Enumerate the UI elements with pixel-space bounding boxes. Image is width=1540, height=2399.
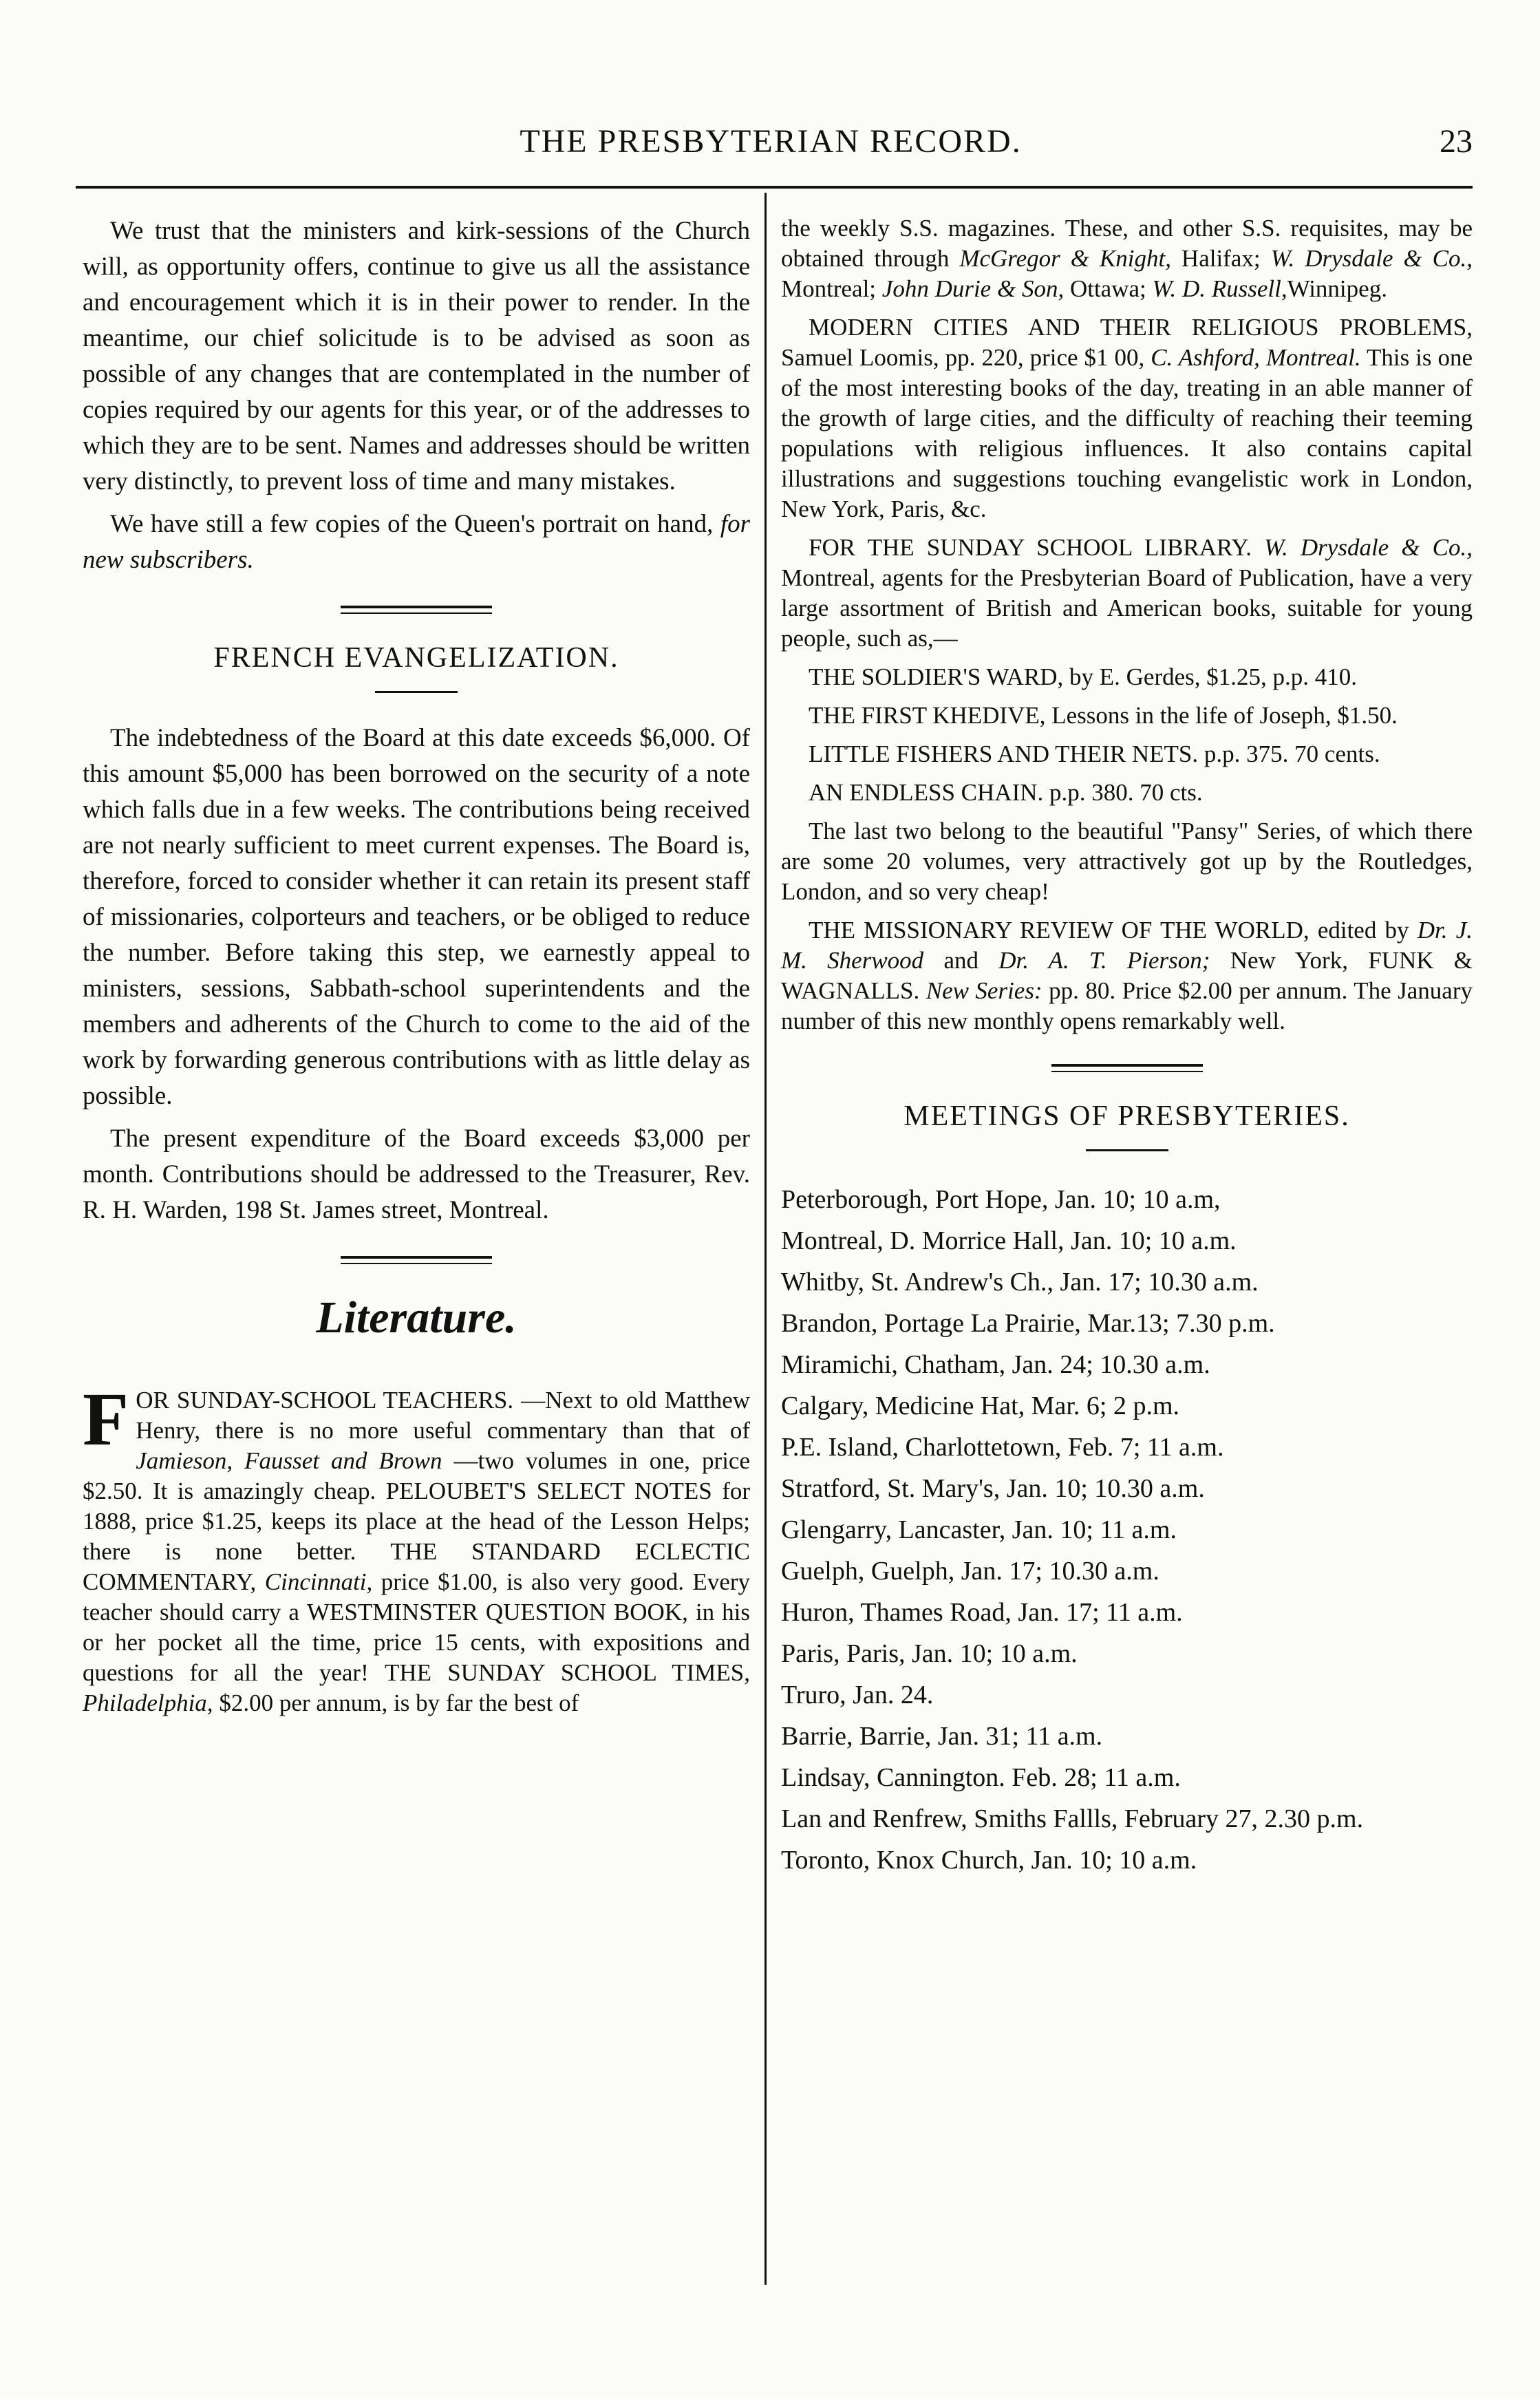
book-title: THE MISSIONARY REVIEW OF THE WORLD, (809, 917, 1309, 943)
book-title: LITTLE FISHERS AND THEIR NETS. (809, 740, 1199, 767)
italic: McGregor & Knight, (959, 245, 1171, 272)
italic: W. Drysdale & Co., (1270, 245, 1473, 272)
literature-paragraph (83, 1377, 751, 1718)
right-paragraph-9 (781, 915, 1473, 1036)
text: Samuel Loomis, pp. 220, price $1 00, (781, 344, 1145, 371)
lit-text-2: —two volumes in one, price $2.50. It is amazingly cheap. (83, 1447, 750, 1504)
right-paragraph-5 (781, 701, 1473, 731)
book-title: FOR THE SUNDAY SCHOOL LIBRARY. (809, 534, 1252, 561)
italic: New Series: (926, 977, 1042, 1004)
french-paragraph-2: The present expenditure of the Board exceeds $3,000 per month. Contributions should be addressed to the Treasurer, Rev. R. H. Warden, 198 St. James street, Montreal. (83, 1124, 750, 1224)
text: p.p. 375. 70 cents. (1204, 740, 1380, 767)
meeting-item: Paris, Paris, Jan. 10; 10 a.m. (781, 1639, 1078, 1668)
lit-sc-4: WESTMINSTER QUESTION BOOK, (306, 1599, 688, 1625)
section-rule (341, 606, 492, 614)
lit-text-5: in his or her pocket all the time, price 15 cents, with expositions and questions for all the year! (83, 1599, 750, 1686)
text: Montreal; (781, 275, 877, 302)
lit-text-1: —Next to old Matthew Henry, there is no more useful commentary than that of (136, 1387, 750, 1444)
literature-heading: Literature. (316, 1292, 517, 1343)
publisher: FUNK & WAGNALLS. (781, 947, 1473, 1004)
page-title: THE PRESBYTERIAN RECORD. (520, 123, 1022, 160)
right-column (781, 213, 1473, 1881)
meeting-item: Glengarry, Lancaster, Jan. 10; 11 a.m. (781, 1515, 1177, 1544)
right-paragraph-8: The last two belong to the beautiful "Pansy" Series, of which there are some 20 volumes, very attractively got up by the Routledges, London, and so very cheap! (781, 818, 1473, 905)
lit-italic-1: Jamieson, Fausset and Brown (136, 1447, 442, 1474)
meeting-item: Miramichi, Chatham, Jan. 24; 10.30 a.m. (781, 1350, 1210, 1379)
short-rule (1086, 1149, 1168, 1151)
portrait-italic: for new subscribers. (83, 510, 751, 574)
lit-italic-3: Philadelphia, (83, 1689, 213, 1716)
right-paragraph-6 (781, 739, 1473, 769)
portrait-paragraph (83, 507, 750, 578)
page-header (69, 122, 1473, 164)
lit-text-6: $2.00 per annum, is by far the best of (219, 1689, 579, 1716)
meetings-heading: MEETINGS OF PRESBYTERIES. (903, 1100, 1350, 1132)
lit-text-4: price $1.00, is also very good. Every teacher should carry a (83, 1568, 751, 1625)
lit-sc-5: THE SUNDAY SCHOOL TIMES, (384, 1659, 750, 1686)
french-evangelization-heading: FRENCH EVANGELIZATION. (213, 642, 619, 674)
text: p.p. 380. 70 cts. (1049, 779, 1203, 806)
text: Ottawa; (1069, 275, 1146, 302)
text: and (943, 947, 978, 974)
left-column (83, 213, 750, 1725)
literature-section (83, 1377, 751, 1718)
drop-cap: F (83, 1377, 129, 1461)
meeting-item: Huron, Thames Road, Jan. 17; 11 a.m. (781, 1598, 1183, 1627)
text: Montreal, agents for the Presbyterian Board of Publication, have a very large assortment of British and American books, suitable for young people, such as,— (781, 564, 1473, 652)
short-rule (375, 691, 458, 693)
intro-paragraph: We trust that the ministers and kirk-sessions of the Church will, as opportunity offers, continue to give us all the assistance and encouragement which it is in their power to render. In the meantime, our chief solicitude is to be advised as soon as possible of any changes that are contemplated in the number of copies required by our agents for this year, or of the addresses to which they are to be sent. Names and addresses should be written very distinctly, to prevent loss of time and many mistakes. (83, 217, 750, 495)
italic: C. Ashford, Montreal. (1151, 344, 1361, 371)
section-rule (1051, 1064, 1203, 1072)
right-paragraph-2 (781, 312, 1473, 524)
italic: Dr. J. M. Sherwood (781, 917, 1473, 974)
right-paragraph-7 (781, 778, 1473, 808)
meeting-item: Whitby, St. Andrew's Ch., Jan. 17; 10.30 a.m. (781, 1268, 1259, 1297)
meeting-item: P.E. Island, Charlottetown, Feb. 7; 11 a.m. (781, 1433, 1224, 1462)
book-title: AN ENDLESS CHAIN. (809, 779, 1044, 806)
text: the weekly S.S. magazines. These, and other S.S. requisites, may be obtained through (781, 215, 1473, 272)
portrait-text: We have still a few copies of the Queen's portrait on hand, (110, 510, 714, 538)
meeting-item: Montreal, D. Morrice Hall, Jan. 10; 10 a.m. (781, 1226, 1237, 1255)
column-divider (764, 193, 767, 2285)
meetings-list (781, 1179, 1473, 1881)
lit-sc-2: PELOUBET'S SELECT NOTES (385, 1478, 712, 1504)
lit-text-3: for 1888, price $1.25, keeps its place at the head of the Lesson Helps; there is none better. (83, 1478, 751, 1565)
meeting-item: Barrie, Barrie, Jan. 31; 11 a.m. (781, 1722, 1103, 1751)
book-title: MODERN CITIES AND THEIR RELIGIOUS PROBLEMS, (809, 314, 1473, 341)
meeting-item: Guelph, Guelph, Jan. 17; 10.30 a.m. (781, 1557, 1159, 1586)
lit-italic-2: Cincinnati, (264, 1568, 373, 1595)
meeting-item: Toronto, Knox Church, Jan. 10; 10 a.m. (781, 1846, 1197, 1875)
italic: John Durie & Son, (881, 275, 1065, 302)
text: New York, (1230, 947, 1348, 974)
page-number: 23 (1440, 123, 1473, 160)
italic: W. D. Russell, (1152, 275, 1287, 302)
literature-continued (781, 213, 1473, 1036)
text: by E. Gerdes, $1.25, p.p. 410. (1069, 663, 1358, 690)
lit-sc-1: OR SUNDAY-SCHOOL TEACHERS. (136, 1387, 514, 1414)
italic: Dr. A. T. Pierson; (998, 947, 1210, 974)
header-rule (76, 186, 1473, 189)
french-paragraph-1: The indebtedness of the Board at this date exceeds $6,000. Of this amount $5,000 has been borrowed on the security of a note which falls due in a few weeks. The contributions being received are not nearly sufficient to meet current expenses. The Board is, therefore, forced to consider whether it can retain its present staff of missionaries, colporteurs and teachers, or be obliged to reduce the number. Before taking this step, we earnestly appeal to ministers, sessions, Sabbath-school superintendents and the members and adherents of the Church to come to the aid of the work by forwarding generous contributions with as little delay as possible. (83, 724, 750, 1110)
meeting-item: Stratford, St. Mary's, Jan. 10; 10.30 a.m. (781, 1474, 1205, 1503)
book-title: THE FIRST KHEDIVE, (809, 702, 1046, 729)
text: Halifax; (1181, 245, 1261, 272)
text: Winnipeg. (1287, 275, 1387, 302)
meeting-item: Lindsay, Cannington. Feb. 28; 11 a.m. (781, 1763, 1181, 1792)
text: This is one of the most interesting books of the day, treating in an able manner of the growth of large cities, and the difficulty of reaching their teeming populations with religious influences. It also contains capital illustrations and suggestions touching evangelistic work in London, New York, Paris, &c. (781, 344, 1473, 522)
text: pp. 80. Price $2.00 per annum. The January number of this new monthly opens remarkably well. (781, 977, 1473, 1034)
right-paragraph-3 (781, 533, 1473, 654)
lit-sc-3: THE STANDARD ECLECTIC COMMENTARY, (83, 1538, 750, 1595)
right-paragraph-1 (781, 213, 1473, 304)
text: edited by (1317, 917, 1409, 943)
meeting-item: Peterborough, Port Hope, Jan. 10; 10 a.m, (781, 1185, 1221, 1214)
section-rule (341, 1256, 492, 1264)
right-paragraph-4 (781, 662, 1473, 692)
meeting-item: Brandon, Portage La Prairie, Mar.13; 7.30 p.m. (781, 1309, 1275, 1338)
meeting-item: Calgary, Medicine Hat, Mar. 6; 2 p.m. (781, 1392, 1180, 1420)
meeting-item: Truro, Jan. 24. (781, 1681, 934, 1709)
italic: W. Drysdale & Co., (1264, 534, 1473, 561)
book-title: THE SOLDIER'S WARD, (809, 663, 1064, 690)
text: Lessons in the life of Joseph, $1.50. (1051, 702, 1398, 729)
meeting-item: Lan and Renfrew, Smiths Fallls, February 27, 2.30 p.m. (781, 1804, 1364, 1833)
